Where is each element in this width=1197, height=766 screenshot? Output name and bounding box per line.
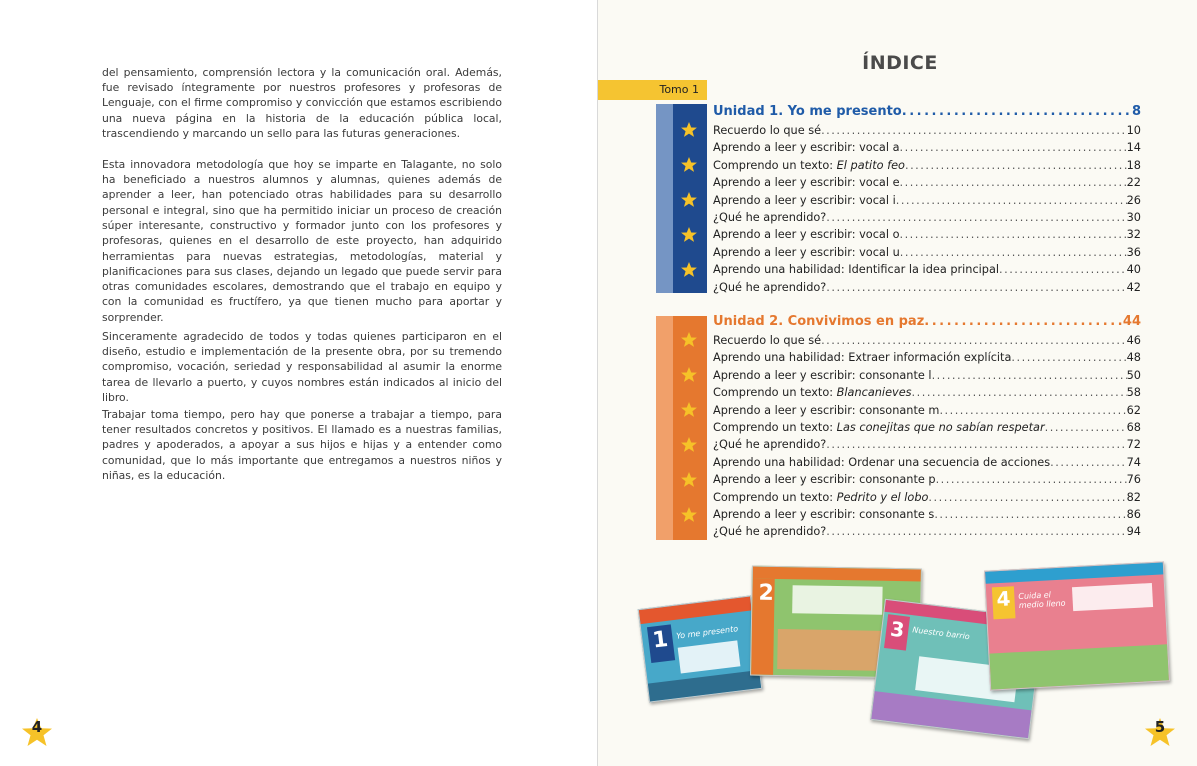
toc-entry[interactable]: Aprendo una habilidad: Ordenar una secuencia de acciones ..... 74 xyxy=(713,456,1141,473)
toc-entry[interactable]: ¿Qué he aprendido? ..... 30 xyxy=(713,211,1141,228)
cover-number: 2 xyxy=(758,580,775,606)
toc-entry[interactable]: Comprendo un texto: El patito feo ..... 18 xyxy=(713,159,1141,176)
toc-entry[interactable]: ¿Qué he aprendido? ..... 72 xyxy=(713,438,1141,455)
toc-entry[interactable]: Aprendo a leer y escribir: vocal u ..... 36 xyxy=(713,246,1141,263)
star-icon xyxy=(680,506,698,524)
paragraph-1: del pensamiento, comprensión lectora y la comunicación oral. Además, fue revisado íntegramente por nuestros profesores y profesoras de Lenguaje, con el firme compromiso y convicción que estamos escribiendo una nueva página en la historia de la educación pública local, trascendiendo y marcando un sello para las futuras generaciones. xyxy=(102,65,502,140)
index-title: ÍNDICE xyxy=(862,52,938,74)
star-icon xyxy=(680,366,698,384)
tomo-label: Tomo 1 xyxy=(659,83,699,96)
toc-entry[interactable]: ¿Qué he aprendido? ..... 94 xyxy=(713,525,1141,542)
cover-number: 4 xyxy=(995,586,1012,612)
toc-entry[interactable]: Recuerdo lo que sé ..... 10 xyxy=(713,124,1141,141)
page-number-right-text: 5 xyxy=(1154,718,1166,736)
cover-number: 1 xyxy=(651,626,670,654)
toc-entry[interactable]: Aprendo a leer y escribir: consonante m ..... 62 xyxy=(713,404,1141,421)
toc-entry[interactable]: Comprendo un texto: Las conejitas que no sabían respetar ..... 68 xyxy=(713,421,1141,438)
toc-unit-1 xyxy=(713,104,1141,298)
toc-entry[interactable]: Comprendo un texto: Pedrito y el lobo ..... 82 xyxy=(713,491,1141,508)
paragraph-3: Sinceramente agradecido de todos y todas quienes participaron en el diseño, estudio e implementación de la presente obra, por su tremendo compromiso, vocación, seriedad y responsabilidad al asumir la enorme tarea de llevarlo a puerto, y cuyos nombres están indicados al inicio del libro. xyxy=(102,329,502,404)
unit-2-page: 44 xyxy=(1122,314,1141,329)
unit-2-heading[interactable] xyxy=(713,314,1141,334)
cover-title: Yo me presento xyxy=(675,624,739,641)
star-icon xyxy=(680,261,698,279)
toc-entry[interactable]: Aprendo a leer y escribir: consonante l ..... 50 xyxy=(713,369,1141,386)
star-icon xyxy=(680,156,698,174)
star-icon xyxy=(680,401,698,419)
toc-entry[interactable]: Comprendo un texto: Blancanieves ..... 58 xyxy=(713,386,1141,403)
star-icon xyxy=(680,121,698,139)
cover-unit-4 xyxy=(984,561,1170,690)
unit-1-page: 8 xyxy=(1131,104,1141,119)
cover-title: Cuida el medio lleno xyxy=(1018,590,1066,611)
paragraph-4: Trabajar toma tiempo, pero hay que ponerse a trabajar a tiempo, para tener resultados concretos y positivos. El llamado es a nuestras familias, padres y apoderados, a apoyar a sus hijos e hijas y a entender como comunidad, que lo más importante que entregamos a nuestros niños y niñas, es la educación. xyxy=(102,407,502,482)
page-number-right xyxy=(1143,716,1177,750)
unit-1-heading[interactable] xyxy=(713,104,1141,124)
toc-entry[interactable]: Aprendo a leer y escribir: vocal a ..... 14 xyxy=(713,141,1141,158)
cover-title: Nuestro barrio xyxy=(911,625,971,642)
toc-entry[interactable]: Aprendo a leer y escribir: vocal o ..... 32 xyxy=(713,228,1141,245)
toc-entry[interactable]: Recuerdo lo que sé ..... 46 xyxy=(713,334,1141,351)
page-number-left xyxy=(20,716,54,750)
toc-unit-2 xyxy=(713,314,1141,543)
star-icon xyxy=(680,191,698,209)
cover-unit-1 xyxy=(638,595,763,702)
toc-entry[interactable]: Aprendo a leer y escribir: vocal i ..... 26 xyxy=(713,194,1141,211)
unit1-strip xyxy=(656,104,707,293)
star-icon xyxy=(680,226,698,244)
star-icon xyxy=(680,331,698,349)
paragraph-2: Esta innovadora metodología que hoy se imparte en Talagante, no solo ha beneficiado a nuestros alumnos y alumnas, quienes además de aprender a leer, han potenciado otras habilidades para su desarrollo personal e integral, sino que ha permitido iniciar un proceso de creación súper interesante, constructivo y formador junto con los profesores y profesoras, quienes en el desarrollo de este proyecto, han adquirido herramientas para nuevas estrategias, metodologías, material y planificaciones para sus clases, dejando un legado que puede servir para otras comunidades escolares, demostrando que el trabajo en equipo y con la comunidad es fructífero, ya que tienen mucho para aportar y sorprender. xyxy=(102,157,502,324)
toc-entry[interactable]: Aprendo a leer y escribir: consonante p ..... 76 xyxy=(713,473,1141,490)
star-icon xyxy=(680,436,698,454)
star-icon xyxy=(680,471,698,489)
toc-entry[interactable]: Aprendo una habilidad: Identificar la idea principal ..... 40 xyxy=(713,263,1141,280)
toc-entry[interactable]: Aprendo a leer y escribir: vocal e ..... 22 xyxy=(713,176,1141,193)
toc-entry[interactable]: Aprendo una habilidad: Extraer información explícita ..... 48 xyxy=(713,351,1141,368)
unit2-strip xyxy=(656,316,707,540)
unit-1-title: Unidad 1. Yo me presento xyxy=(713,104,902,119)
left-page xyxy=(0,0,597,766)
toc-entry[interactable]: ¿Qué he aprendido? ..... 42 xyxy=(713,281,1141,298)
toc-entry[interactable]: Aprendo a leer y escribir: consonante s ..... 86 xyxy=(713,508,1141,525)
page-number-left-text: 4 xyxy=(31,718,43,736)
tomo-bar xyxy=(598,80,707,100)
cover-number: 3 xyxy=(888,616,906,643)
unit-2-title: Unidad 2. Convivimos en paz xyxy=(713,314,925,329)
